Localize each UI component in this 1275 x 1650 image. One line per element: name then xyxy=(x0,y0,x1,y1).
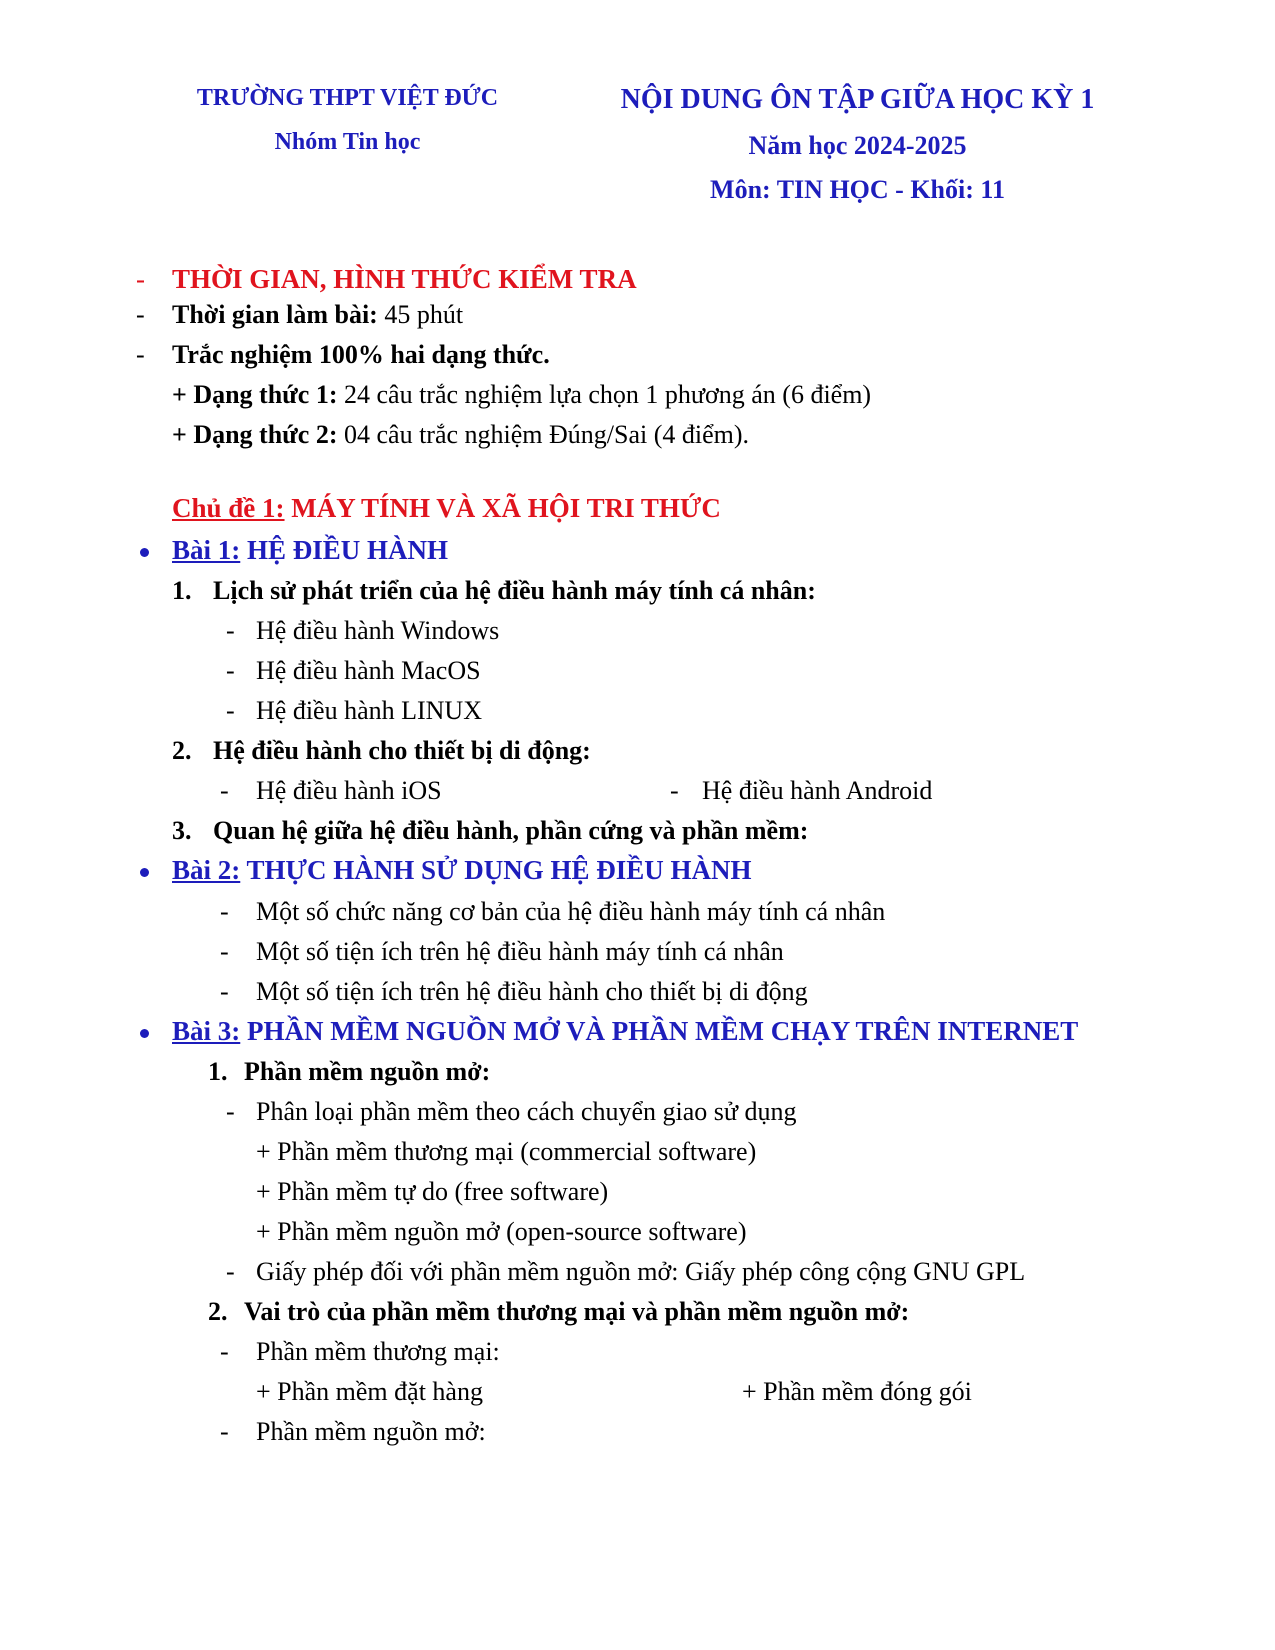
bullet-dot xyxy=(140,868,149,877)
dash-marker: - xyxy=(226,1097,235,1126)
form1-label: + Dạng thức 1: xyxy=(172,380,338,409)
list-item: Hệ điều hành Windows xyxy=(256,616,500,645)
lesson-1-title: HỆ ĐIỀU HÀNH xyxy=(240,535,449,565)
lesson-2-label: Bài 2: xyxy=(172,855,241,885)
bullet-dot xyxy=(140,548,149,557)
lesson-1-item-1-number: 1. xyxy=(172,576,192,605)
topic-1-title: MÁY TÍNH VÀ XÃ HỘI TRI THỨC xyxy=(284,493,721,523)
list-item: Hệ điều hành LINUX xyxy=(256,696,482,725)
dash-marker: - xyxy=(220,937,229,966)
exam-form-2 xyxy=(172,420,749,450)
lesson-3-title: PHẦN MỀM NGUỒN MỞ VÀ PHẦN MỀM CHẠY TRÊN INTERNET xyxy=(240,1016,1079,1046)
group-name: Nhóm Tin học xyxy=(274,129,421,155)
subject-grade: Môn: TIN HỌC - Khối: 11 xyxy=(710,175,1005,204)
list-item: Một số tiện ích trên hệ điều hành máy tính cá nhân xyxy=(256,937,784,966)
school-name: TRƯỜNG THPT VIỆT ĐỨC xyxy=(196,85,499,111)
dash-marker: - xyxy=(220,1417,229,1446)
lesson-1-item-3-number: 3. xyxy=(172,816,192,845)
dash-marker: - xyxy=(220,776,229,805)
dash-marker: - xyxy=(220,1337,229,1366)
lesson-1-item-2: Hệ điều hành cho thiết bị di động: xyxy=(213,736,591,765)
dash-marker: - xyxy=(226,616,235,645)
dash-marker: - xyxy=(226,1257,235,1286)
list-item: Phân loại phần mềm theo cách chuyển giao sử dụng xyxy=(256,1097,797,1126)
form1-text: 24 câu trắc nghiệm lựa chọn 1 phương án (6 điểm) xyxy=(337,380,872,409)
lesson-1-label: Bài 1: xyxy=(172,535,241,565)
school-year: Năm học 2024-2025 xyxy=(748,131,967,160)
exam-heading: THỜI GIAN, HÌNH THỨC KIỂM TRA xyxy=(172,264,637,294)
dash-marker: - xyxy=(670,776,679,805)
list-item: Phần mềm thương mại: xyxy=(256,1337,500,1366)
dash-marker: - xyxy=(226,696,235,725)
lesson-3-item-2: Vai trò của phần mềm thương mại và phần mềm nguồn mở: xyxy=(244,1297,910,1326)
list-item: Hệ điều hành iOS xyxy=(256,776,442,805)
exam-format: Trắc nghiệm 100% hai dạng thức. xyxy=(172,340,550,369)
exam-time-label: Thời gian làm bài: xyxy=(172,300,378,329)
lesson-3-heading xyxy=(172,1016,1078,1047)
list-item: + Phần mềm đóng gói xyxy=(742,1377,972,1406)
lesson-1-heading xyxy=(172,535,448,566)
lesson-2-heading xyxy=(172,855,752,886)
bullet-dot xyxy=(140,1029,149,1038)
exam-time-value: 45 phút xyxy=(377,300,464,329)
lesson-3-item-1: Phần mềm nguồn mở: xyxy=(244,1057,491,1086)
lesson-1-item-2-number: 2. xyxy=(172,736,192,765)
lesson-1-item-1: Lịch sử phát triển của hệ điều hành máy tính cá nhân: xyxy=(213,576,816,605)
form2-text: 04 câu trắc nghiệm Đúng/Sai (4 điểm). xyxy=(337,420,750,449)
dash-marker: - xyxy=(220,897,229,926)
list-item: Phần mềm nguồn mở: xyxy=(256,1417,486,1446)
list-item: Hệ điều hành MacOS xyxy=(256,656,481,685)
form2-label: + Dạng thức 2: xyxy=(172,420,338,449)
dash-marker: - xyxy=(136,300,145,329)
lesson-3-label: Bài 3: xyxy=(172,1016,241,1046)
list-item: + Phần mềm thương mại (commercial software) xyxy=(256,1137,757,1166)
topic-1-label: Chủ đề 1: xyxy=(172,493,285,523)
list-item: + Phần mềm đặt hàng xyxy=(256,1377,483,1406)
list-item: Giấy phép đối với phần mềm nguồn mở: Giấy phép công cộng GNU GPL xyxy=(256,1257,1026,1286)
topic-1-heading xyxy=(172,493,721,524)
list-item: + Phần mềm tự do (free software) xyxy=(256,1177,609,1206)
exam-time xyxy=(172,300,463,330)
dash-marker: - xyxy=(136,340,145,369)
dash-marker: - xyxy=(220,977,229,1006)
dash-marker: - xyxy=(226,656,235,685)
list-item: Một số tiện ích trên hệ điều hành cho thiết bị di động xyxy=(256,977,808,1006)
document-title: NỘI DUNG ÔN TẬP GIỮA HỌC KỲ 1 xyxy=(620,84,1095,115)
lesson-3-item-2-number: 2. xyxy=(208,1297,228,1326)
lesson-1-item-3: Quan hệ giữa hệ điều hành, phần cứng và phần mềm: xyxy=(213,816,809,845)
list-item: Một số chức năng cơ bản của hệ điều hành máy tính cá nhân xyxy=(256,897,886,926)
lesson-2-title: THỰC HÀNH SỬ DỤNG HỆ ĐIỀU HÀNH xyxy=(240,855,752,885)
lesson-3-item-1-number: 1. xyxy=(208,1057,228,1086)
dash-marker: - xyxy=(136,264,145,294)
list-item: Hệ điều hành Android xyxy=(702,776,933,805)
list-item: + Phần mềm nguồn mở (open-source software) xyxy=(256,1217,747,1246)
exam-form-1 xyxy=(172,380,871,410)
